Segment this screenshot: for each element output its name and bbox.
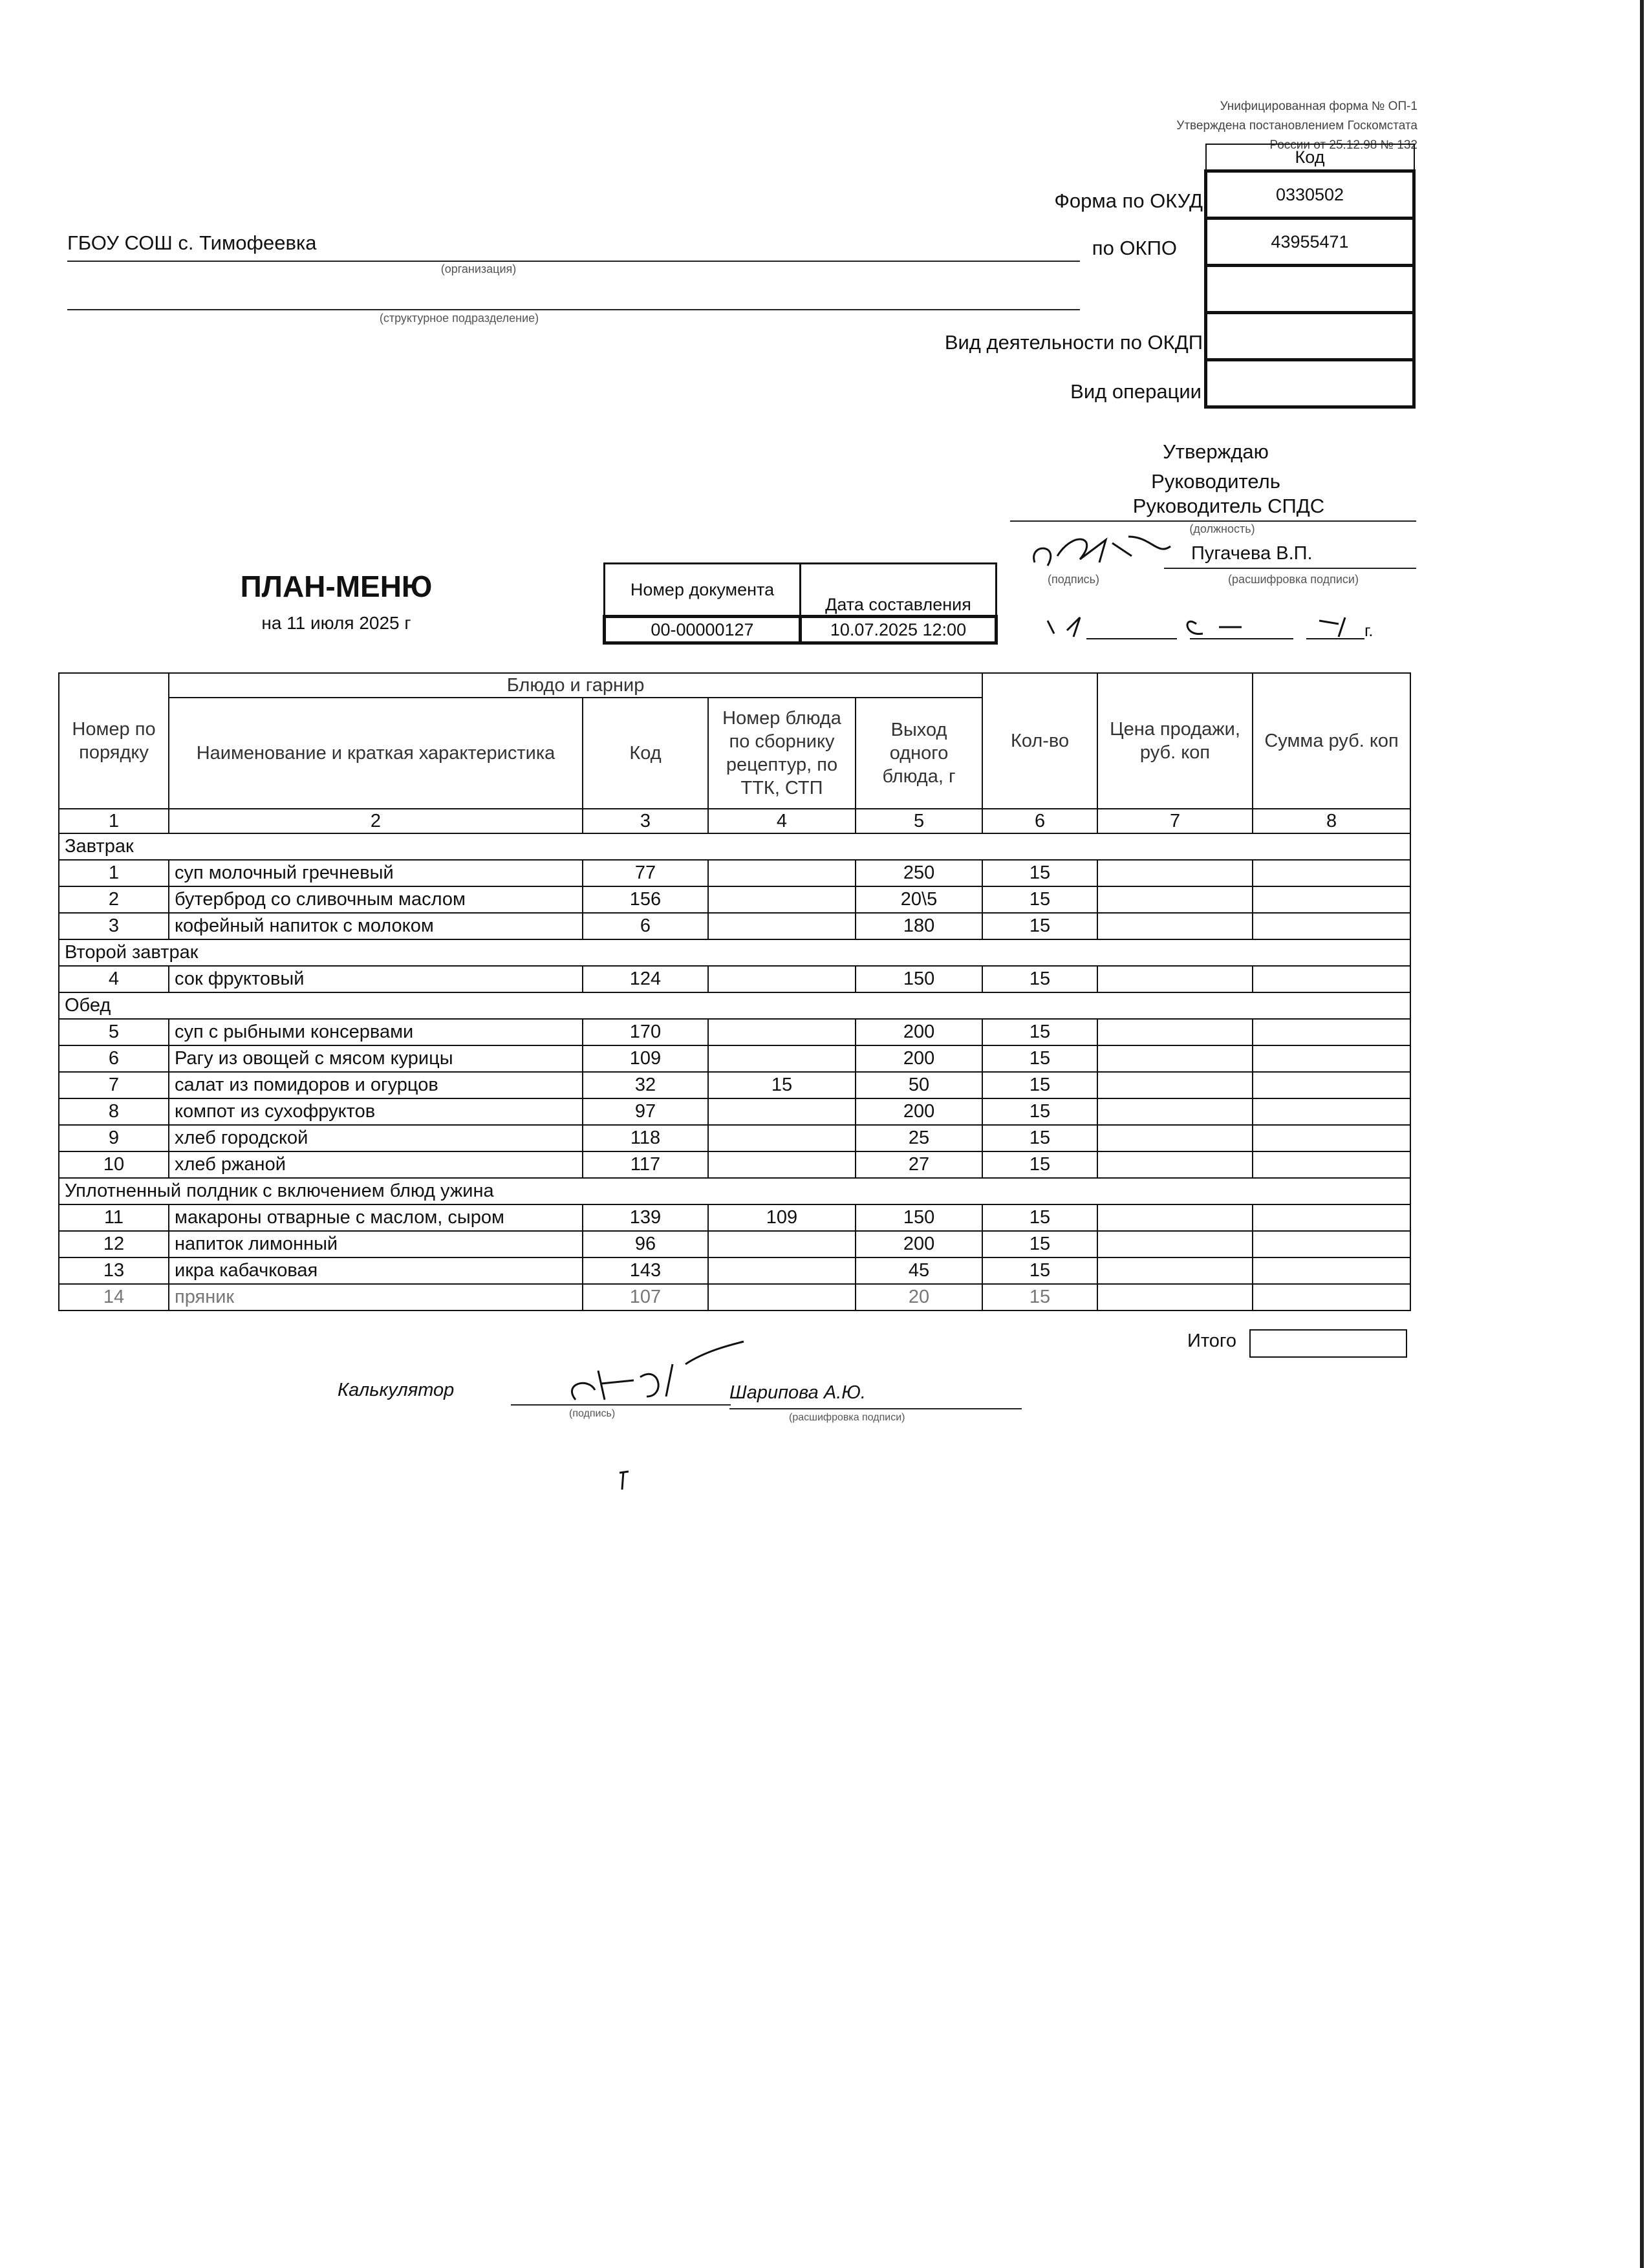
table-row [59,1257,1410,1284]
price-cell [1097,1019,1253,1045]
recipe-number [708,1151,856,1178]
recipe-number [708,1125,856,1151]
table-row [59,1019,1410,1045]
section-title: Второй завтрак [59,939,1410,966]
total-label: Итого [1187,1331,1236,1351]
row-number: 6 [59,1045,169,1072]
dish-output: 200 [856,1098,982,1125]
recipe-number [708,860,856,886]
dish-quantity: 15 [982,1257,1097,1284]
organization-hint: (организация) [440,262,517,275]
table-row [59,966,1410,992]
col-number: 6 [982,809,1097,833]
section-title: Завтрак [59,833,1410,860]
sum-cell [1253,1231,1410,1257]
form-note-line1: Унифицированная форма № ОП-1 [1220,100,1417,113]
approver-decode-hint: (расшифровка подписи) [1228,573,1359,586]
section-title: Уплотненный полдник с включением блюд ужина [59,1178,1410,1204]
price-cell [1097,860,1253,886]
recipe-number [708,886,856,913]
document-info-table [603,562,998,645]
dish-code: 156 [583,886,708,913]
okdp-label: Вид деятельности по ОКДП [944,331,1203,354]
blank-code-1 [1206,266,1414,313]
calculator-decode-hint: (расшифровка подписи) [789,1412,905,1423]
dish-name: компот из сухофруктов [169,1098,583,1125]
table-row [59,1098,1410,1125]
dish-output: 200 [856,1231,982,1257]
dish-code: 143 [583,1257,708,1284]
dish-name: икра кабачковая [169,1257,583,1284]
operation-label: Вид операции [1070,380,1202,403]
approver-signature-hint: (подпись) [1047,573,1100,586]
okpo-value: 43955471 [1206,219,1414,266]
doc-number-header: Номер документа [605,564,801,617]
approve-text: Утверждаю [1163,440,1269,463]
calculator-signature-underline [511,1404,731,1406]
dish-quantity: 15 [982,1045,1097,1072]
operation-value [1206,360,1414,407]
dish-code: 107 [583,1284,708,1311]
head-signature-icon [1022,517,1177,575]
sum-cell [1253,1125,1410,1151]
row-number: 2 [59,886,169,913]
row-number: 11 [59,1204,169,1231]
organization-underline [67,261,1080,262]
dish-name: пряник [169,1284,583,1311]
dish-quantity: 15 [982,966,1097,992]
calculator-name: Шарипова А.Ю. [729,1382,866,1403]
header-name: Наименование и краткая характеристика [169,698,583,809]
sum-cell [1253,1257,1410,1284]
table-row [59,1072,1410,1098]
dish-output: 50 [856,1072,982,1098]
table-row [59,1045,1410,1072]
header-qty: Кол-во [982,673,1097,809]
section-row [59,939,1410,966]
price-cell [1097,966,1253,992]
approver-name-underline [1164,568,1416,569]
dish-quantity: 15 [982,913,1097,939]
stray-mark-icon [614,1468,634,1493]
dish-name: кофейный напиток с молоком [169,913,583,939]
dish-name: суп молочный гречневый [169,860,583,886]
dish-name: напиток лимонный [169,1231,583,1257]
price-cell [1097,1204,1253,1231]
row-number: 1 [59,860,169,886]
doc-date-header: Дата составления [801,564,997,617]
table-row [59,1231,1410,1257]
header-num: Номер по порядку [59,673,169,809]
price-cell [1097,1284,1253,1311]
row-number: 8 [59,1098,169,1125]
recipe-number: 15 [708,1072,856,1098]
price-cell [1097,1151,1253,1178]
price-cell [1097,913,1253,939]
section-row [59,833,1410,860]
table-row [59,1204,1410,1231]
sum-cell [1253,1098,1410,1125]
recipe-number [708,1019,856,1045]
organization-name: ГБОУ СОШ с. Тимофеевка [67,231,317,254]
codes-table [1204,144,1416,409]
dish-code: 77 [583,860,708,886]
dish-code: 170 [583,1019,708,1045]
form-note-line2: Утверждена постановлением Госкомстата [1176,119,1417,133]
row-number: 13 [59,1257,169,1284]
page-title: ПЛАН-МЕНЮ [240,570,433,603]
approver-name: Пугачева В.П. [1191,543,1313,564]
doc-number: 00-00000127 [605,617,801,643]
codes-header: Код [1206,144,1414,171]
dish-quantity: 15 [982,1151,1097,1178]
row-number: 3 [59,913,169,939]
dish-output: 150 [856,966,982,992]
price-cell [1097,886,1253,913]
sum-cell [1253,1151,1410,1178]
dish-name: Рагу из овощей с мясом курицы [169,1045,583,1072]
doc-date: 10.07.2025 12:00 [801,617,997,643]
dish-quantity: 15 [982,1231,1097,1257]
section-row [59,1178,1410,1204]
dish-quantity: 15 [982,860,1097,886]
calculator-name-underline [729,1408,1022,1409]
row-number: 14 [59,1284,169,1311]
recipe-number [708,966,856,992]
calculator-label: Калькулятор [338,1380,455,1400]
dish-code: 6 [583,913,708,939]
dish-code: 139 [583,1204,708,1231]
dish-code: 118 [583,1125,708,1151]
recipe-number [708,1045,856,1072]
sum-cell [1253,1204,1410,1231]
dish-code: 97 [583,1098,708,1125]
header-price: Цена продажи, руб. коп [1097,673,1253,809]
col-number: 3 [583,809,708,833]
dish-output: 250 [856,860,982,886]
menu-table [58,672,1411,1311]
dish-code: 109 [583,1045,708,1072]
row-number: 7 [59,1072,169,1098]
price-cell [1097,1231,1253,1257]
sum-cell [1253,913,1410,939]
sum-cell [1253,886,1410,913]
table-row [59,1284,1410,1311]
sum-cell [1253,966,1410,992]
recipe-number [708,913,856,939]
row-number: 5 [59,1019,169,1045]
recipe-number [708,1098,856,1125]
dish-output: 45 [856,1257,982,1284]
sum-cell [1253,1072,1410,1098]
row-number: 10 [59,1151,169,1178]
col-number: 1 [59,809,169,833]
dish-output: 150 [856,1204,982,1231]
dish-name: сок фруктовый [169,966,583,992]
section-title: Обед [59,992,1410,1019]
dish-output: 20 [856,1284,982,1311]
dish-code: 124 [583,966,708,992]
table-row [59,860,1410,886]
sum-cell [1253,1284,1410,1311]
menu-table-body [59,833,1410,1311]
okud-label: Форма по ОКУД [1054,189,1203,212]
dish-name: бутерброд со сливочным маслом [169,886,583,913]
dish-quantity: 15 [982,1019,1097,1045]
table-row [59,886,1410,913]
date-year-suffix: г. [1364,621,1374,640]
dish-quantity: 15 [982,1284,1097,1311]
dish-quantity: 15 [982,886,1097,913]
column-numbers-row [59,809,1410,833]
sum-cell [1253,860,1410,886]
recipe-number [708,1284,856,1311]
okud-value: 0330502 [1206,171,1414,219]
dish-name: салат из помидоров и огурцов [169,1072,583,1098]
dish-name: суп с рыбными консервами [169,1019,583,1045]
col-number: 8 [1253,809,1410,833]
dish-name: хлеб ржаной [169,1151,583,1178]
sum-cell [1253,1045,1410,1072]
col-number: 2 [169,809,583,833]
row-number: 9 [59,1125,169,1151]
dish-code: 32 [583,1072,708,1098]
page-subtitle: на 11 июля 2025 г [261,613,411,633]
col-number: 5 [856,809,982,833]
header-output: Выход одного блюда, г [856,698,982,809]
dish-quantity: 15 [982,1098,1097,1125]
calculator-signature-hint: (подпись) [569,1408,616,1419]
dish-quantity: 15 [982,1125,1097,1151]
okdp-value [1206,313,1414,360]
price-cell [1097,1257,1253,1284]
col-number: 7 [1097,809,1253,833]
dish-quantity: 15 [982,1072,1097,1098]
handwritten-date-icon [1035,601,1384,647]
subdivision-underline [67,309,1080,310]
approver-position: Руководитель СПДС [1132,495,1325,517]
dish-output: 20\5 [856,886,982,913]
total-value-box [1249,1329,1407,1358]
dish-name: хлеб городской [169,1125,583,1151]
dish-code: 96 [583,1231,708,1257]
dish-name: макароны отварные с маслом, сыром [169,1204,583,1231]
dish-output: 200 [856,1019,982,1045]
price-cell [1097,1072,1253,1098]
header-sum: Сумма руб. коп [1253,673,1410,809]
header-dish-group: Блюдо и гарнир [169,673,982,698]
approval-block [1054,437,1377,497]
price-cell [1097,1098,1253,1125]
section-row [59,992,1410,1019]
dish-code: 117 [583,1151,708,1178]
scan-edge [1640,0,1644,2268]
table-row [59,913,1410,939]
dish-output: 180 [856,913,982,939]
price-cell [1097,1125,1253,1151]
row-number: 12 [59,1231,169,1257]
recipe-number [708,1231,856,1257]
dish-quantity: 15 [982,1204,1097,1231]
recipe-number [708,1257,856,1284]
row-number: 4 [59,966,169,992]
subdivision-hint: (структурное подразделение) [379,312,539,325]
sum-cell [1253,1019,1410,1045]
position-hint: (должность) [1189,522,1255,535]
header-recipe: Номер блюда по сборнику рецептур, по ТТК, СТП [708,698,856,809]
form-note-line3: России от 25.12.98 № 132 [1269,138,1417,152]
col-number: 4 [708,809,856,833]
header-code: Код [583,698,708,809]
dish-output: 27 [856,1151,982,1178]
recipe-number: 109 [708,1204,856,1231]
approve-head: Руководитель [1151,470,1280,493]
dish-output: 200 [856,1045,982,1072]
table-row [59,1125,1410,1151]
okpo-label: по ОКПО [1092,237,1177,259]
table-row [59,1151,1410,1178]
price-cell [1097,1045,1253,1072]
dish-output: 25 [856,1125,982,1151]
calculator-signature-icon [537,1338,750,1409]
